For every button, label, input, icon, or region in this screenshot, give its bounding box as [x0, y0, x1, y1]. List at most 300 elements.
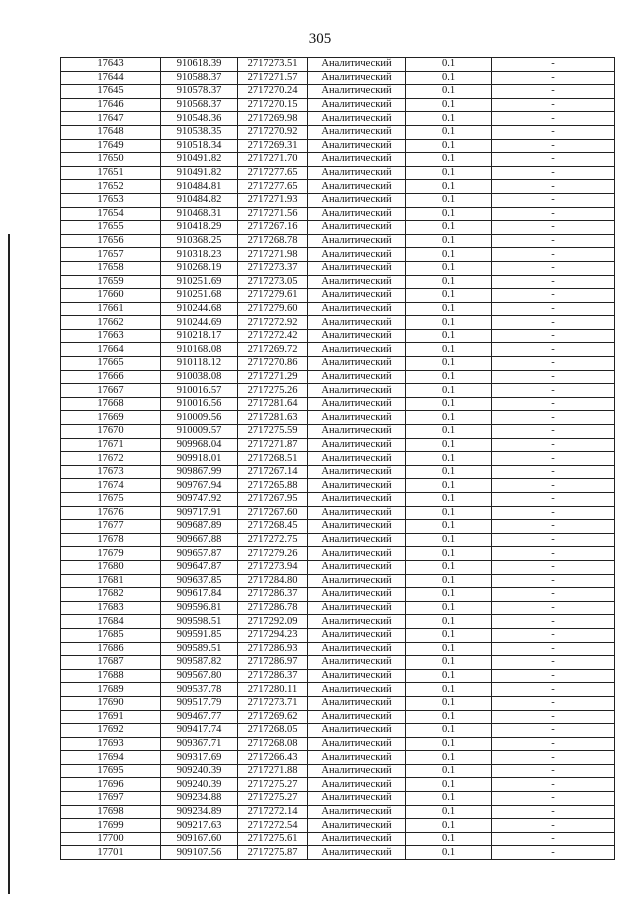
point-number-cell: 17700: [61, 832, 161, 846]
y-coordinate-cell: 2717286.93: [238, 642, 308, 656]
y-coordinate-cell: 2717265.88: [238, 479, 308, 493]
method-cell: Аналитический: [308, 533, 406, 547]
x-coordinate-cell: 909918.01: [161, 452, 238, 466]
method-cell: Аналитический: [308, 452, 406, 466]
y-coordinate-cell: 2717275.59: [238, 425, 308, 439]
method-cell: Аналитический: [308, 343, 406, 357]
point-number-cell: 17690: [61, 696, 161, 710]
y-coordinate-cell: 2717271.93: [238, 193, 308, 207]
method-cell: Аналитический: [308, 248, 406, 262]
x-coordinate-cell: 909234.89: [161, 805, 238, 819]
method-cell: Аналитический: [308, 737, 406, 751]
point-number-cell: 17646: [61, 98, 161, 112]
point-number-cell: 17673: [61, 465, 161, 479]
note-cell: -: [492, 588, 615, 602]
accuracy-cell: 0.1: [406, 846, 492, 860]
table-row: [61, 166, 615, 180]
x-coordinate-cell: 910548.36: [161, 112, 238, 126]
x-coordinate-cell: 910218.17: [161, 329, 238, 343]
accuracy-cell: 0.1: [406, 248, 492, 262]
note-cell: -: [492, 452, 615, 466]
y-coordinate-cell: 2717273.05: [238, 275, 308, 289]
method-cell: Аналитический: [308, 275, 406, 289]
note-cell: -: [492, 58, 615, 72]
accuracy-cell: 0.1: [406, 438, 492, 452]
method-cell: Аналитический: [308, 696, 406, 710]
method-cell: Аналитический: [308, 710, 406, 724]
y-coordinate-cell: 2717272.75: [238, 533, 308, 547]
y-coordinate-cell: 2717270.86: [238, 357, 308, 371]
y-coordinate-cell: 2717266.43: [238, 751, 308, 765]
point-number-cell: 17653: [61, 193, 161, 207]
accuracy-cell: 0.1: [406, 669, 492, 683]
table-row: [61, 656, 615, 670]
table-row: [61, 248, 615, 262]
note-cell: -: [492, 479, 615, 493]
x-coordinate-cell: 909767.94: [161, 479, 238, 493]
y-coordinate-cell: 2717275.27: [238, 778, 308, 792]
y-coordinate-cell: 2717268.08: [238, 737, 308, 751]
note-cell: -: [492, 506, 615, 520]
note-cell: -: [492, 166, 615, 180]
y-coordinate-cell: 2717270.24: [238, 85, 308, 99]
y-coordinate-cell: 2717271.57: [238, 71, 308, 85]
table-row: [61, 384, 615, 398]
method-cell: Аналитический: [308, 724, 406, 738]
method-cell: Аналитический: [308, 329, 406, 343]
note-cell: -: [492, 289, 615, 303]
point-number-cell: 17666: [61, 370, 161, 384]
point-number-cell: 17682: [61, 588, 161, 602]
x-coordinate-cell: 909596.81: [161, 601, 238, 615]
y-coordinate-cell: 2717277.65: [238, 166, 308, 180]
table-row: [61, 98, 615, 112]
note-cell: -: [492, 139, 615, 153]
x-coordinate-cell: 909867.99: [161, 465, 238, 479]
accuracy-cell: 0.1: [406, 425, 492, 439]
table-row: [61, 683, 615, 697]
point-number-cell: 17644: [61, 71, 161, 85]
accuracy-cell: 0.1: [406, 85, 492, 99]
table-row: [61, 370, 615, 384]
y-coordinate-cell: 2717268.78: [238, 234, 308, 248]
accuracy-cell: 0.1: [406, 180, 492, 194]
note-cell: -: [492, 819, 615, 833]
table-row: [61, 261, 615, 275]
y-coordinate-cell: 2717271.56: [238, 207, 308, 221]
method-cell: Аналитический: [308, 764, 406, 778]
accuracy-cell: 0.1: [406, 452, 492, 466]
y-coordinate-cell: 2717275.26: [238, 384, 308, 398]
point-number-cell: 17667: [61, 384, 161, 398]
note-cell: -: [492, 724, 615, 738]
table-row: [61, 710, 615, 724]
method-cell: Аналитический: [308, 792, 406, 806]
x-coordinate-cell: 910588.37: [161, 71, 238, 85]
x-coordinate-cell: 909317.69: [161, 751, 238, 765]
table-row: [61, 465, 615, 479]
y-coordinate-cell: 2717273.94: [238, 560, 308, 574]
x-coordinate-cell: 909240.39: [161, 764, 238, 778]
table-row: [61, 180, 615, 194]
point-number-cell: 17684: [61, 615, 161, 629]
table-row: [61, 85, 615, 99]
point-number-cell: 17670: [61, 425, 161, 439]
y-coordinate-cell: 2717286.78: [238, 601, 308, 615]
accuracy-cell: 0.1: [406, 819, 492, 833]
x-coordinate-cell: 909647.87: [161, 560, 238, 574]
table-row: [61, 642, 615, 656]
table-row: [61, 506, 615, 520]
point-number-cell: 17658: [61, 261, 161, 275]
y-coordinate-cell: 2717273.71: [238, 696, 308, 710]
note-cell: -: [492, 180, 615, 194]
method-cell: Аналитический: [308, 71, 406, 85]
table-row: [61, 438, 615, 452]
y-coordinate-cell: 2717294.23: [238, 628, 308, 642]
y-coordinate-cell: 2717270.92: [238, 125, 308, 139]
y-coordinate-cell: 2717286.37: [238, 669, 308, 683]
note-cell: -: [492, 710, 615, 724]
note-cell: -: [492, 547, 615, 561]
accuracy-cell: 0.1: [406, 139, 492, 153]
point-number-cell: 17696: [61, 778, 161, 792]
note-cell: -: [492, 737, 615, 751]
note-cell: -: [492, 438, 615, 452]
x-coordinate-cell: 909517.79: [161, 696, 238, 710]
y-coordinate-cell: 2717269.72: [238, 343, 308, 357]
note-cell: -: [492, 832, 615, 846]
table-row: [61, 628, 615, 642]
point-number-cell: 17671: [61, 438, 161, 452]
note-cell: -: [492, 153, 615, 167]
x-coordinate-cell: 909417.74: [161, 724, 238, 738]
x-coordinate-cell: 910244.68: [161, 302, 238, 316]
point-number-cell: 17664: [61, 343, 161, 357]
accuracy-cell: 0.1: [406, 370, 492, 384]
method-cell: Аналитический: [308, 751, 406, 765]
accuracy-cell: 0.1: [406, 234, 492, 248]
method-cell: Аналитический: [308, 261, 406, 275]
note-cell: -: [492, 343, 615, 357]
table-row: [61, 125, 615, 139]
accuracy-cell: 0.1: [406, 302, 492, 316]
point-number-cell: 17694: [61, 751, 161, 765]
point-number-cell: 17663: [61, 329, 161, 343]
accuracy-cell: 0.1: [406, 696, 492, 710]
note-cell: -: [492, 248, 615, 262]
note-cell: -: [492, 357, 615, 371]
table-row: [61, 153, 615, 167]
method-cell: Аналитический: [308, 465, 406, 479]
note-cell: -: [492, 751, 615, 765]
y-coordinate-cell: 2717267.14: [238, 465, 308, 479]
accuracy-cell: 0.1: [406, 58, 492, 72]
note-cell: -: [492, 792, 615, 806]
x-coordinate-cell: 909589.51: [161, 642, 238, 656]
table-row: [61, 479, 615, 493]
note-cell: -: [492, 764, 615, 778]
point-number-cell: 17693: [61, 737, 161, 751]
x-coordinate-cell: 909367.71: [161, 737, 238, 751]
method-cell: Аналитический: [308, 438, 406, 452]
x-coordinate-cell: 909598.51: [161, 615, 238, 629]
note-cell: -: [492, 261, 615, 275]
point-number-cell: 17683: [61, 601, 161, 615]
x-coordinate-cell: 909467.77: [161, 710, 238, 724]
y-coordinate-cell: 2717268.05: [238, 724, 308, 738]
x-coordinate-cell: 909687.89: [161, 520, 238, 534]
point-number-cell: 17701: [61, 846, 161, 860]
accuracy-cell: 0.1: [406, 656, 492, 670]
point-number-cell: 17643: [61, 58, 161, 72]
table-row: [61, 615, 615, 629]
note-cell: -: [492, 125, 615, 139]
method-cell: Аналитический: [308, 221, 406, 235]
accuracy-cell: 0.1: [406, 792, 492, 806]
table-row: [61, 58, 615, 72]
note-cell: -: [492, 805, 615, 819]
note-cell: -: [492, 846, 615, 860]
point-number-cell: 17649: [61, 139, 161, 153]
y-coordinate-cell: 2717271.87: [238, 438, 308, 452]
method-cell: Аналитический: [308, 615, 406, 629]
point-number-cell: 17652: [61, 180, 161, 194]
x-coordinate-cell: 909657.87: [161, 547, 238, 561]
accuracy-cell: 0.1: [406, 357, 492, 371]
x-coordinate-cell: 910368.25: [161, 234, 238, 248]
x-coordinate-cell: 910618.39: [161, 58, 238, 72]
table-row: [61, 751, 615, 765]
accuracy-cell: 0.1: [406, 751, 492, 765]
table-row: [61, 819, 615, 833]
method-cell: Аналитический: [308, 520, 406, 534]
accuracy-cell: 0.1: [406, 574, 492, 588]
note-cell: -: [492, 683, 615, 697]
note-cell: -: [492, 560, 615, 574]
y-coordinate-cell: 2717271.88: [238, 764, 308, 778]
accuracy-cell: 0.1: [406, 520, 492, 534]
point-number-cell: 17686: [61, 642, 161, 656]
point-number-cell: 17654: [61, 207, 161, 221]
x-coordinate-cell: 910016.57: [161, 384, 238, 398]
note-cell: -: [492, 411, 615, 425]
point-number-cell: 17648: [61, 125, 161, 139]
table-row: [61, 547, 615, 561]
table-row: [61, 343, 615, 357]
x-coordinate-cell: 910468.31: [161, 207, 238, 221]
note-cell: -: [492, 465, 615, 479]
y-coordinate-cell: 2717269.31: [238, 139, 308, 153]
method-cell: Аналитический: [308, 384, 406, 398]
note-cell: -: [492, 112, 615, 126]
x-coordinate-cell: 910568.37: [161, 98, 238, 112]
accuracy-cell: 0.1: [406, 166, 492, 180]
table-row: [61, 560, 615, 574]
point-number-cell: 17655: [61, 221, 161, 235]
x-coordinate-cell: 910491.82: [161, 153, 238, 167]
note-cell: -: [492, 615, 615, 629]
accuracy-cell: 0.1: [406, 397, 492, 411]
method-cell: Аналитический: [308, 397, 406, 411]
x-coordinate-cell: 910491.82: [161, 166, 238, 180]
x-coordinate-cell: 910268.19: [161, 261, 238, 275]
note-cell: -: [492, 533, 615, 547]
method-cell: Аналитический: [308, 411, 406, 425]
point-number-cell: 17697: [61, 792, 161, 806]
table-row: [61, 329, 615, 343]
x-coordinate-cell: 909167.60: [161, 832, 238, 846]
table-row: [61, 601, 615, 615]
accuracy-cell: 0.1: [406, 778, 492, 792]
table-row: [61, 112, 615, 126]
table-row: [61, 588, 615, 602]
table-row: [61, 193, 615, 207]
table-row: [61, 452, 615, 466]
method-cell: Аналитический: [308, 193, 406, 207]
table-row: [61, 275, 615, 289]
note-cell: -: [492, 234, 615, 248]
note-cell: -: [492, 98, 615, 112]
table-row: [61, 207, 615, 221]
point-number-cell: 17674: [61, 479, 161, 493]
y-coordinate-cell: 2717284.80: [238, 574, 308, 588]
y-coordinate-cell: 2717275.27: [238, 792, 308, 806]
x-coordinate-cell: 910009.56: [161, 411, 238, 425]
x-coordinate-cell: 910484.82: [161, 193, 238, 207]
method-cell: Аналитический: [308, 316, 406, 330]
method-cell: Аналитический: [308, 493, 406, 507]
accuracy-cell: 0.1: [406, 506, 492, 520]
x-coordinate-cell: 909747.92: [161, 493, 238, 507]
point-number-cell: 17676: [61, 506, 161, 520]
table-row: [61, 493, 615, 507]
note-cell: -: [492, 574, 615, 588]
method-cell: Аналитический: [308, 180, 406, 194]
x-coordinate-cell: 909591.85: [161, 628, 238, 642]
point-number-cell: 17680: [61, 560, 161, 574]
note-cell: -: [492, 628, 615, 642]
x-coordinate-cell: 909637.85: [161, 574, 238, 588]
note-cell: -: [492, 207, 615, 221]
method-cell: Аналитический: [308, 289, 406, 303]
method-cell: Аналитический: [308, 85, 406, 99]
point-number-cell: 17661: [61, 302, 161, 316]
accuracy-cell: 0.1: [406, 832, 492, 846]
x-coordinate-cell: 910484.81: [161, 180, 238, 194]
x-coordinate-cell: 909667.88: [161, 533, 238, 547]
point-number-cell: 17698: [61, 805, 161, 819]
y-coordinate-cell: 2717272.42: [238, 329, 308, 343]
x-coordinate-cell: 910118.12: [161, 357, 238, 371]
accuracy-cell: 0.1: [406, 207, 492, 221]
point-number-cell: 17699: [61, 819, 161, 833]
x-coordinate-cell: 909537.78: [161, 683, 238, 697]
y-coordinate-cell: 2717279.60: [238, 302, 308, 316]
method-cell: Аналитический: [308, 425, 406, 439]
accuracy-cell: 0.1: [406, 737, 492, 751]
y-coordinate-cell: 2717270.15: [238, 98, 308, 112]
accuracy-cell: 0.1: [406, 261, 492, 275]
y-coordinate-cell: 2717267.16: [238, 221, 308, 235]
method-cell: Аналитический: [308, 125, 406, 139]
method-cell: Аналитический: [308, 479, 406, 493]
table-row: [61, 574, 615, 588]
y-coordinate-cell: 2717275.61: [238, 832, 308, 846]
method-cell: Аналитический: [308, 153, 406, 167]
method-cell: Аналитический: [308, 574, 406, 588]
method-cell: Аналитический: [308, 778, 406, 792]
x-coordinate-cell: 910418.29: [161, 221, 238, 235]
accuracy-cell: 0.1: [406, 343, 492, 357]
table-row: [61, 696, 615, 710]
accuracy-cell: 0.1: [406, 588, 492, 602]
accuracy-cell: 0.1: [406, 193, 492, 207]
note-cell: -: [492, 316, 615, 330]
y-coordinate-cell: 2717273.51: [238, 58, 308, 72]
x-coordinate-cell: 910251.69: [161, 275, 238, 289]
note-cell: -: [492, 778, 615, 792]
method-cell: Аналитический: [308, 832, 406, 846]
point-number-cell: 17695: [61, 764, 161, 778]
point-number-cell: 17678: [61, 533, 161, 547]
point-number-cell: 17677: [61, 520, 161, 534]
accuracy-cell: 0.1: [406, 289, 492, 303]
y-coordinate-cell: 2717275.87: [238, 846, 308, 860]
accuracy-cell: 0.1: [406, 329, 492, 343]
accuracy-cell: 0.1: [406, 275, 492, 289]
method-cell: Аналитический: [308, 357, 406, 371]
y-coordinate-cell: 2717268.45: [238, 520, 308, 534]
accuracy-cell: 0.1: [406, 153, 492, 167]
note-cell: -: [492, 302, 615, 316]
point-number-cell: 17651: [61, 166, 161, 180]
note-cell: -: [492, 642, 615, 656]
method-cell: Аналитический: [308, 58, 406, 72]
note-cell: -: [492, 370, 615, 384]
coordinates-table: [60, 57, 615, 860]
point-number-cell: 17675: [61, 493, 161, 507]
note-cell: -: [492, 397, 615, 411]
note-cell: -: [492, 384, 615, 398]
y-coordinate-cell: 2717269.62: [238, 710, 308, 724]
y-coordinate-cell: 2717272.54: [238, 819, 308, 833]
table-row: [61, 669, 615, 683]
y-coordinate-cell: 2717281.64: [238, 397, 308, 411]
page-number: 305: [308, 31, 332, 47]
method-cell: Аналитический: [308, 656, 406, 670]
note-cell: -: [492, 601, 615, 615]
note-cell: -: [492, 329, 615, 343]
method-cell: Аналитический: [308, 560, 406, 574]
y-coordinate-cell: 2717272.14: [238, 805, 308, 819]
accuracy-cell: 0.1: [406, 805, 492, 819]
table-row: [61, 737, 615, 751]
method-cell: Аналитический: [308, 819, 406, 833]
table-row: [61, 221, 615, 235]
method-cell: Аналитический: [308, 642, 406, 656]
table-row: [61, 139, 615, 153]
note-cell: -: [492, 275, 615, 289]
accuracy-cell: 0.1: [406, 112, 492, 126]
method-cell: Аналитический: [308, 588, 406, 602]
y-coordinate-cell: 2717267.95: [238, 493, 308, 507]
x-coordinate-cell: 910244.69: [161, 316, 238, 330]
x-coordinate-cell: 910538.35: [161, 125, 238, 139]
method-cell: Аналитический: [308, 506, 406, 520]
point-number-cell: 17650: [61, 153, 161, 167]
accuracy-cell: 0.1: [406, 547, 492, 561]
